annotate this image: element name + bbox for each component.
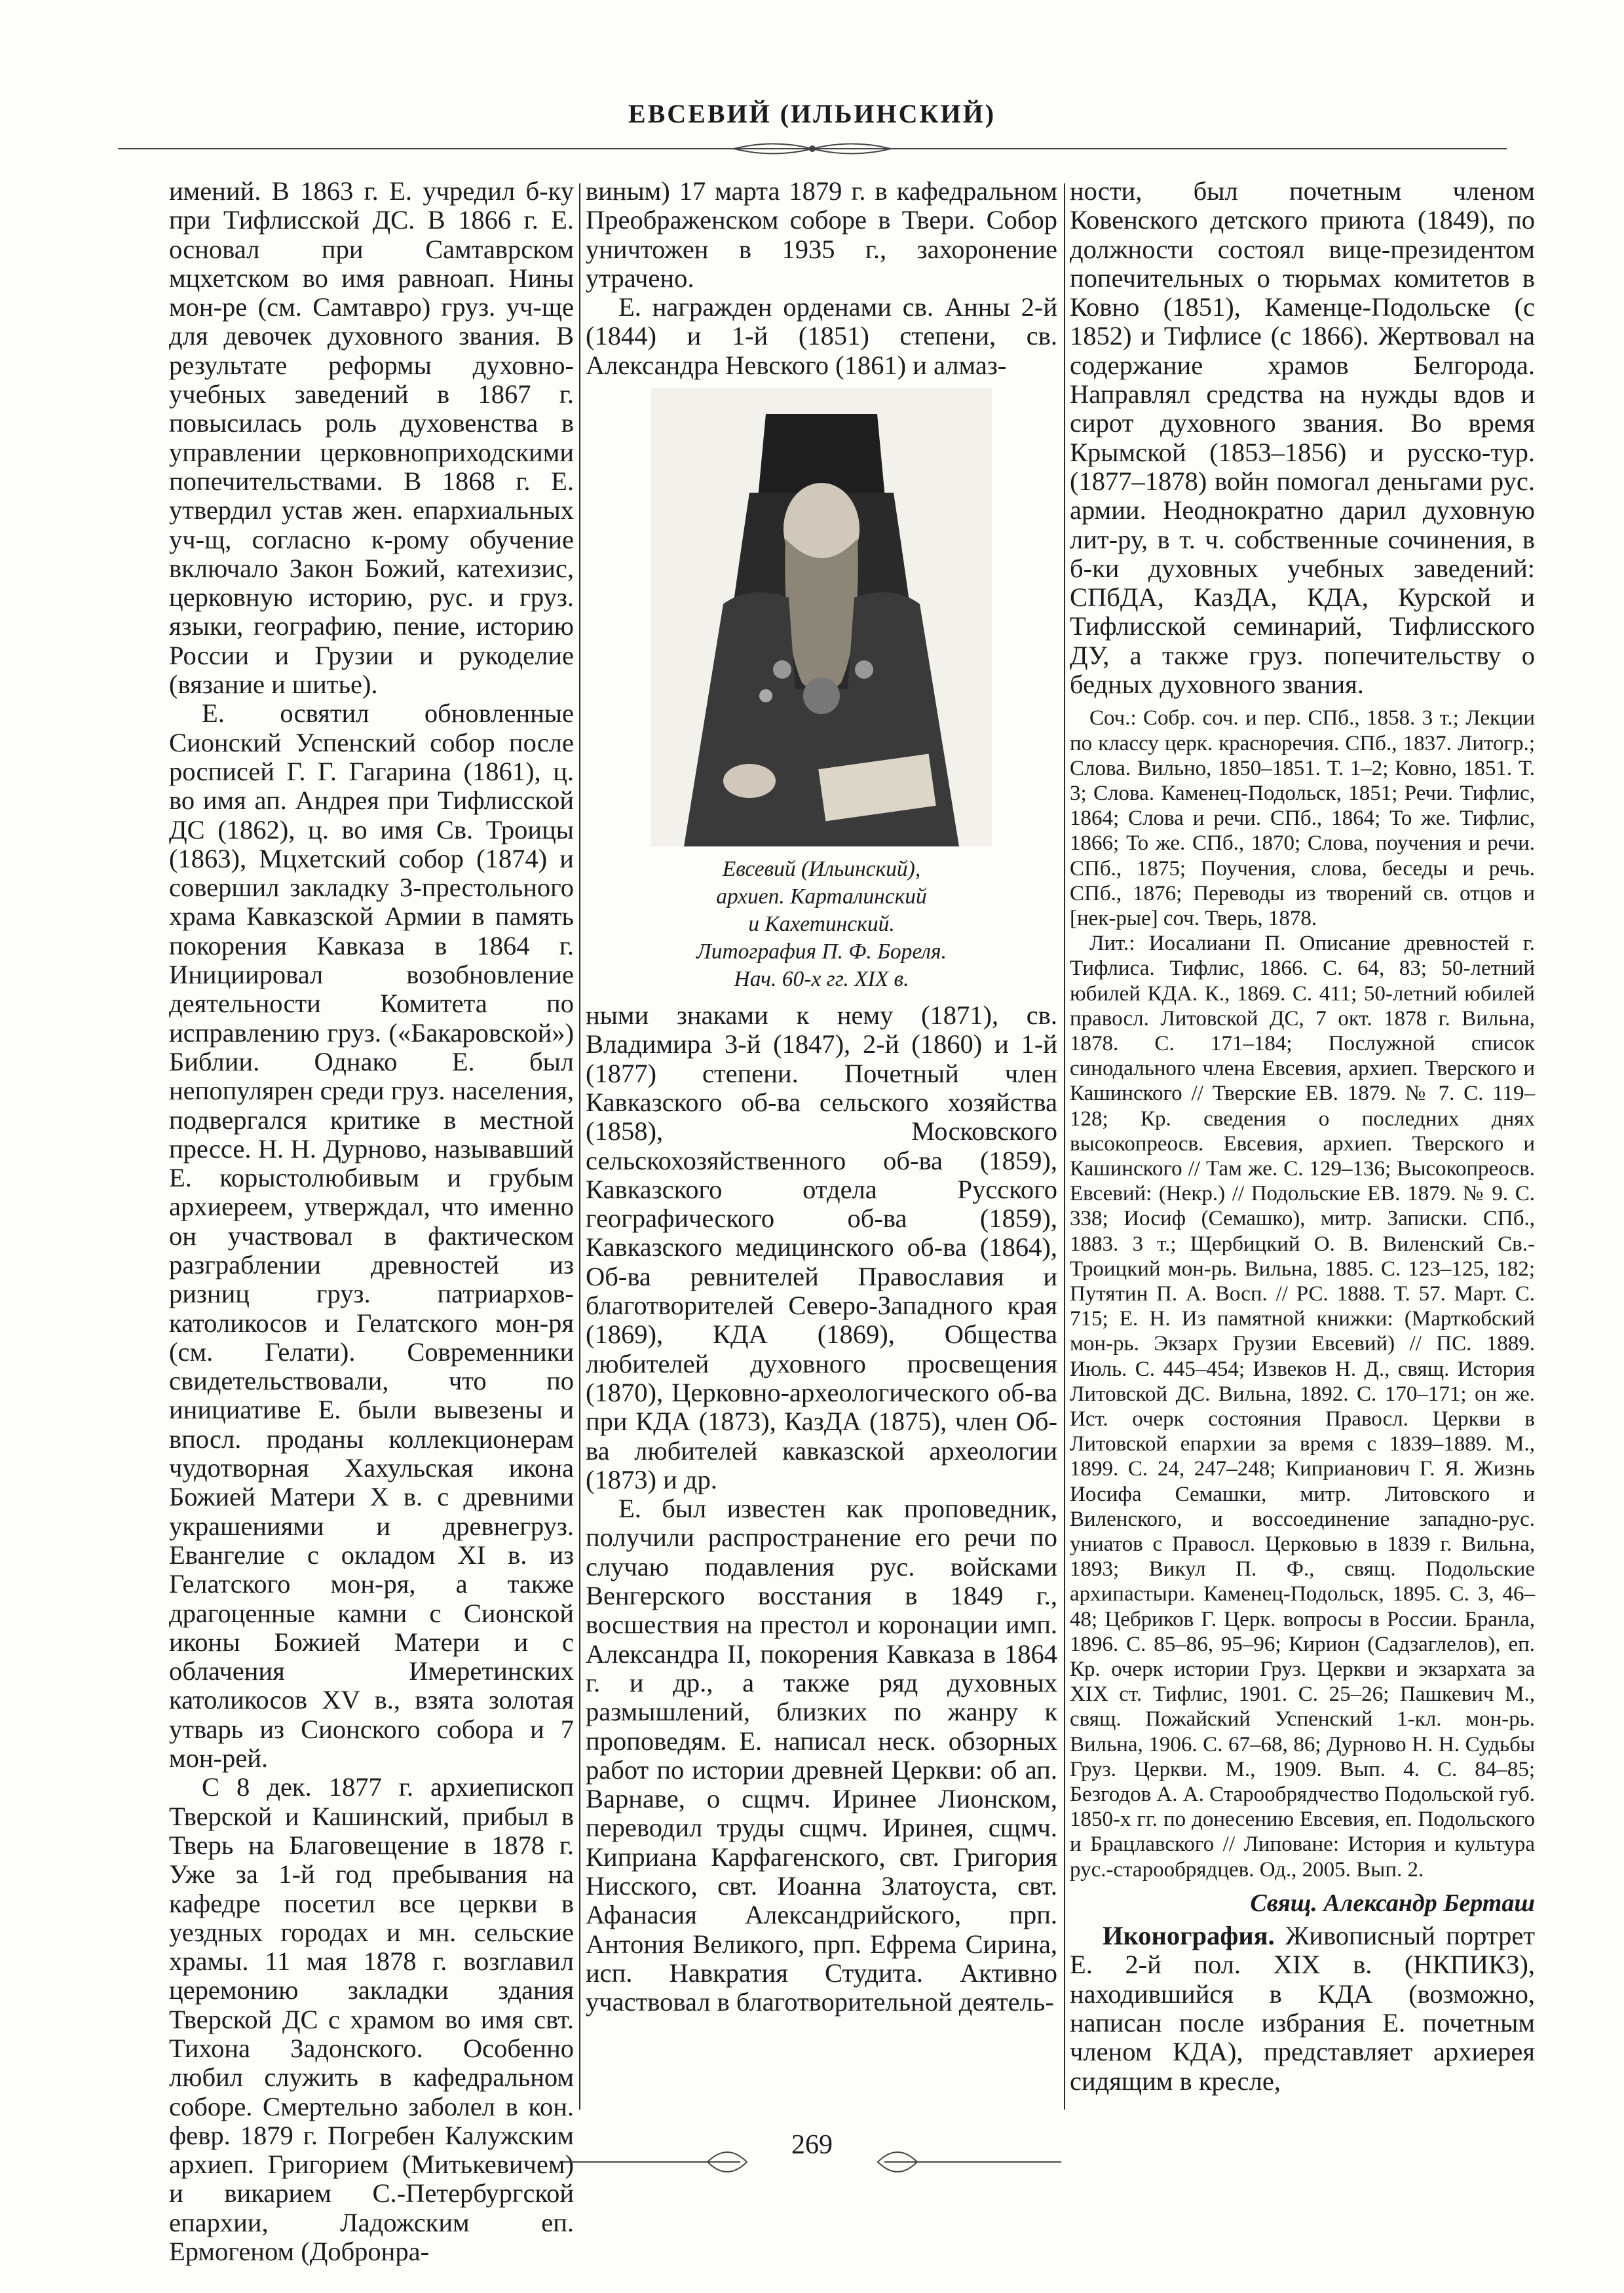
column-divider-1: [579, 183, 580, 2110]
column-2: [586, 177, 1057, 2017]
bibliography-literature: Лит.: Иосалиани П. Описание древностей г. Тифлиса. Тифлис, 1866. С. 64, 83; 50-летний юбилей КДА. К., 1869. С. 411; 50-летний юбилей правосл. Литовской ДС, 7 окт. 1878 г. Вильна, 1878. С. 171–184; Послужной список синодального члена Евсевия, архиеп. Тверского и Кашинского // Тверские ЕВ. 1879. № 7. С. 119–128; Кр. сведения о последних днях высокопреосв. Евсевия, архиеп. Тверского и Кашинского // Там же. С. 129–136; Высокопреосв. Евсевий: (Некр.) // Подольские ЕВ. 1879. № 9. С. 338; Иосиф (Семашко), митр. Записки. СПб., 1883. 3 т.; Щербицкий О. В. Виленский Св.-Троицкий мон-рь. Вильна, 1885. С. 123–125, 182; Путятин П. А. Восп. // РС. 1888. Т. 57. Март. С. 715; Е. Н. Из памятной книжки: (Марткобский мон-рь. Экзарх Грузии Евсевий) // ПС. 1889. Июль. С. 445–454; Извеков Н. Д., свящ. История Литовской ДС. Вильна, 1892. С. 170–171; он же. Ист. очерк состояния Правосл. Церкви в Литовской епархии за время с 1839–1889. М., 1899. С. 24, 247–248; Киприанович Г. Я. Жизнь Иосифа Семашки, митр. Литовского и Виленского, и воссоединение западно-рус. униатов с Правосл. Церковью в 1839 г. Вильна, 1893; Викул П. Ф., свящ. Подольские архипастыри. Каменец-Подольск, 1895. С. 3, 46–48; Цебриков Г. Церк. вопросы в России. Бранла, 1896. С. 85–86, 95–96; Кирион (Садзаглелов), еп. Кр. очерк истории Груз. Церкви и экзархата за XIX ст. Тифлис, 1901. С. 25–26; Пашкевич М., свящ. Пожайский Успенский 1-кл. мон-рь. Вильна, 1906. С. 67–68, 86; Дурново Н. Н. Судьбы Груз. Церкви. М., 1909. Вып. 4. С. 84–85; Безгодов А. А. Старообрядчество Подольской губ. 1850-х гг. по донесению Евсевия, еп. Подольского и Брацлавского // Липоване: История и культура рус.-старообрядцев. Од., 2005. Вып. 2.: [1070, 932, 1535, 1882]
caption-line: Нач. 60-х гг. XIX в.: [734, 967, 909, 992]
paragraph: ности, был почетным членом Ковенского детского приюта (1849), по должности состоял вице-президентом попечительных о тюрьмах комитетов в Ковно (1851), Каменце-Подольске (с 1852) и Тифлисе (с 1866). Жертвовал на содержание храмов Белгорода. Направлял средства на нужды вдов и сирот духовного звания. Во время Крымской (1853–1856) и русско-тур. (1877–1878) войн помогал деньгами рус. армии. Неоднократно дарил духовную лит-ру, в т. ч. собственные сочинения, в б-ки духовных учебных заведений: СПбДА, КазДА, КДА, Курской и Тифлисской семинарий, Тифлисского ДУ, а также груз. попечительству о бедных духовного звания.: [1070, 176, 1535, 700]
running-head: ЕВСЕВИЙ (ИЛЬИНСКИЙ): [628, 99, 996, 128]
caption-line: архиеп. Карталинский: [716, 884, 927, 909]
column-1: [169, 177, 574, 2266]
paragraph: Е. был известен как проповедник, получили распространение его речи по случаю подавления рус. войсками Венгерского восстания в 1849 г., восшествия на престол и коронации имп. Александра II, покорения Кавказа в 1864 г. и др., а также ряд духовных размышлений, близких по жанру к проповедям. Е. написал неск. обзорных работ по истории древней Церкви: об ап. Варнаве, о сщмч. Иринее Лионском, переводил труды сщмч. Иринея, сщмч. Киприана Карфагенского, свт. Григория Нисского, свт. Иоанна Златоуста, свт. Афанасия Александрийского, прп. Антония Великого, прп. Ефрема Сирина, исп. Навкратия Студита. Активно участвовал в благотворительной деятель-: [586, 1494, 1057, 2017]
caption-line: и Кахетинский.: [748, 912, 895, 937]
article-author: Свящ. Александр Берташ: [1250, 1889, 1535, 1917]
caption-line: Литография П. Ф. Бореля.: [696, 939, 947, 964]
bibliography: [1070, 706, 1535, 1882]
iconography-heading: Иконография.: [1103, 1921, 1275, 1951]
portrait-lithograph: [651, 388, 992, 846]
paragraph: Е. освятил обновленные Сионский Успенский собор после росписей Г. Г. Гагарина (1861), ц. во имя ап. Андрея при Тифлисской ДС (1862), ц. во имя Св. Троицы (1863), Мцхетский собор (1874) и совершил закладку 3-престольного храма Кавказской Армии в память покорения Кавказа в 1864 г. Инициировал возобновление деятельности Комитета по исправлению груз. («Бакаровской») Библии. Однако Е. был непопулярен среди груз. населения, подвергался критике в местной прессе. Н. Н. Дурново, называвший Е. корыстолюбивым и грубым архиереем, утверждал, что именно он участвовал в фактическом разграблении древностей из ризниц груз. патриархов-католикосов и Гелатского мон-ря (см. Гелати). Современники свидетельствовали, что по инициативе Е. были вывезены и впосл. проданы коллекционерам чудотворная Хахульская икона Божией Матери X в. с древними украшениями и древнегруз. Евангелие с окладом XI в. из Гелатского мон-ря, а также драгоценные камни с Сионской иконы Божией Матери и с облачения Имеретинских католикосов XV в., взята золотая утварь из Сионского собора и 7 мон-рей.: [169, 698, 574, 1773]
caption-line: Евсевий (Ильинский),: [722, 857, 921, 882]
column-divider-2: [1064, 183, 1065, 2110]
paragraph: виным) 17 марта 1879 г. в кафедральном Преображенском соборе в Твери. Собор уничтожен в 1935 г., захоронение утрачено.: [586, 176, 1057, 293]
iconography-text: Живописный портрет Е. 2-й пол. XIX в. (НКПИКЗ), находившийся в КДА (возможно, написан после избрания Е. почетным членом КДА), представляет архиерея сидящим в кресле,: [1070, 1921, 1535, 2096]
paragraph: Е. награжден орденами св. Анны 2-й (1844) и 1-й (1851) степени, св. Александра Невского (1861) и алмаз-: [586, 292, 1057, 380]
paragraph: имений. В 1863 г. Е. учредил б-ку при Тифлисской ДС. В 1866 г. Е. основал при Самтаврском мцхетском во имя равноап. Нины мон-ре (см. Самтавро) груз. уч-ще для девочек духовного звания. В результате реформы духовно-учебных заведений в 1867 г. повысилась роль духовенства в управлении церковноприходскими попечительствами. В 1868 г. Е. утвердил устав жен. епархиальных уч-щ, согласно к-рому обучение включало Закон Божий, катехизис, церковную историю, рус. и груз. языки, географию, пение, историю России и Грузии и рукоделие (вязание и шитье).: [169, 176, 574, 700]
header-ornament-rule: [118, 139, 1507, 159]
paragraph: С 8 дек. 1877 г. архиепископ Тверской и Кашинский, прибыл в Тверь на Благовещение в 1878 г. Уже за 1-й год пребывания на кафедре посетил все церкви в уездных городах и мн. сельские храмы. 11 мая 1878 г. возглавил церемонию закладки здания Тверской ДС с храмом во имя свт. Тихона Задонского. Особенно любил служить в кафедральном соборе. Смертельно заболел в кон. февр. 1879 г. Погребен Калужским архиеп. Григорием (Митькевичем) и викарием С.-Петербургской епархии, Ладожским еп. Ермогеном (Добронра-: [169, 1772, 574, 2267]
bibliography-works: Соч.: Собр. соч. и пер. СПб., 1858. 3 т.; Лекции по классу церк. красноречия. СПб., 1837. Литогр.; Слова. Вильно, 1850–1851. Т. 1–2; Ковно, 1851. Т. 3; Слова. Каменец-Подольск, 1851; Речи. Тифлис, 1864; Слова и речи. СПб., 1864; То же. Тифлис, 1866; То же. СПб., 1870; Слова, поучения и речи. СПб., 1875; Поучения, слова, беседы и речь. СПб., 1876; Переводы из творений св. отцов и [нек-рые] соч. Тверь, 1878.: [1070, 706, 1535, 930]
portrait-figure: [586, 388, 1057, 993]
page-number: 269: [791, 2130, 833, 2160]
portrait-caption: [586, 856, 1057, 993]
paragraph: ными знаками к нему (1871), св. Владимира 3-й (1847), 2-й (1860) и 1-й (1877) степени. Почетный член Кавказского об-ва сельского хозяйства (1858), Московского сельскохозяйственного об-ва (1859), Кавказского отдела Русского географического об-ва (1859), Кавказского медицинского об-ва (1864), Об-ва ревнителей Православия и благотворителей Северо-Западного края (1869), КДА (1869), Общества любителей духовного просвещения (1870), Церковно-археологического об-ва при КДА (1873), КазДА (1875), член Об-ва любителей кавказской археологии (1873) и др.: [586, 1000, 1057, 1494]
column-3: [1070, 177, 1535, 2096]
